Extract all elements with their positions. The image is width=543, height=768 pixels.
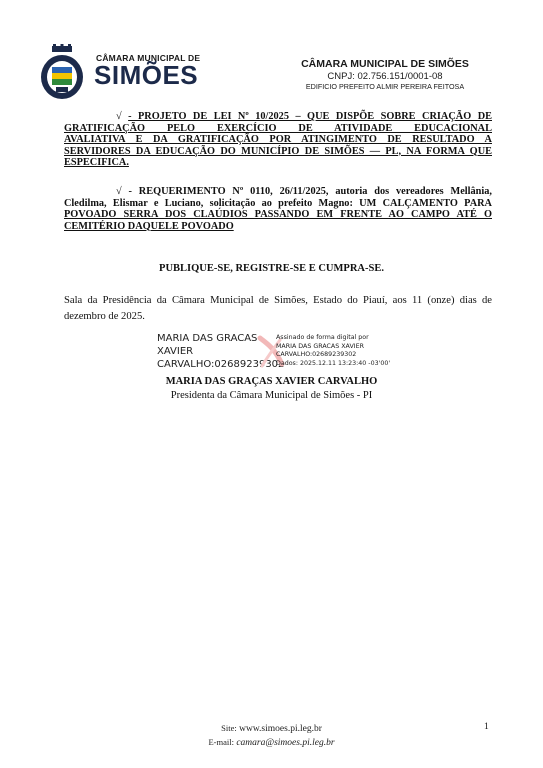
- item-line: Cledilma, Elismar e Luciano, solicitação ao prefeito Magno: UM CALÇAMENTO PARA: [64, 197, 492, 209]
- agenda-item-requerimento: [64, 186, 492, 232]
- crown-icon: [52, 44, 72, 52]
- item-line: CEMITÉRIO DAQUELE POVOADO: [64, 220, 234, 232]
- item-line: √ - REQUERIMENTO Nº 0110, 26/11/2025, autoria dos vereadores Mellânia,: [116, 186, 492, 197]
- president-name: MARIA DAS GRAÇAS XAVIER CARVALHO: [165, 376, 378, 387]
- digital-signature-name: MARIA DAS GRACAS XAVIER CARVALHO:02689239302: [157, 333, 285, 370]
- institution-name: CÂMARA MUNICIPAL DE SIMÕES: [301, 58, 469, 70]
- president-role: Presidenta da Câmara Municipal de Simões - PI: [170, 390, 373, 401]
- logo-main-text: SIMÕES: [94, 60, 199, 90]
- check-icon: √: [116, 111, 122, 122]
- sala-line: Sala da Presidência da Câmara Municipal de Simões, Estado do Piauí, aos 11 (onze) dias de: [64, 295, 492, 306]
- item-line: GRATIFICAÇÃO PELO EXERCÍCIO DE ATIVIDADE EDUCACIONAL: [64, 122, 492, 134]
- sala-paragraph: [64, 293, 492, 325]
- seal-icon: [41, 55, 83, 99]
- sala-line: dezembro de 2025.: [64, 311, 145, 322]
- item-line: SERVIDORES DA EDUCAÇÃO DO MUNICÍPIO DE SIMÕES — PL, NA FORMA QUE: [64, 145, 492, 157]
- agenda-item-projeto-de-lei: [64, 111, 492, 169]
- address: EDIFICIO PREFEITO ALMIR PEREIRA FEITOSA: [305, 82, 465, 91]
- item-line: ESPECIFICA.: [64, 157, 129, 168]
- publique-statement: PUBLIQUE-SE, REGISTRE-SE E CUMPRA-SE.: [159, 263, 384, 274]
- item-line: POVOADO SERRA DOS CLAÚDIOS PASSANDO EM FRENTE AO CAMPO ATÉ O: [64, 209, 492, 220]
- logo-top-text: CÂMARA MUNICIPAL DE: [96, 53, 201, 63]
- cnpj: CNPJ: 02.756.151/0001-08: [327, 71, 443, 82]
- check-icon: √: [116, 186, 122, 197]
- footer-email: E-mail: camara@simoes.pi.leg.br: [208, 737, 335, 748]
- email-link[interactable]: camara@simoes.pi.leg.br: [236, 738, 335, 748]
- item-line: √ - PROJETO DE LEI Nº 10/2025 – QUE DISPÕE SOBRE CRIAÇÃO DE: [116, 111, 492, 122]
- site-link[interactable]: www.simoes.pi.leg.br: [239, 724, 322, 734]
- digital-signature-details: Assinado de forma digital por MARIA DAS GRACAS XAVIER CARVALHO:02689239302 Dados: 2025.12.11 13:23:40 -03'00': [276, 334, 391, 367]
- item-line: AVALIATIVA E DA GRATIFICAÇÃO POR ATINGIMENTO DE RESULTADO A: [64, 134, 492, 145]
- page-number: 1: [484, 722, 489, 732]
- footer-site: Site: www.simoes.pi.leg.br: [221, 723, 322, 734]
